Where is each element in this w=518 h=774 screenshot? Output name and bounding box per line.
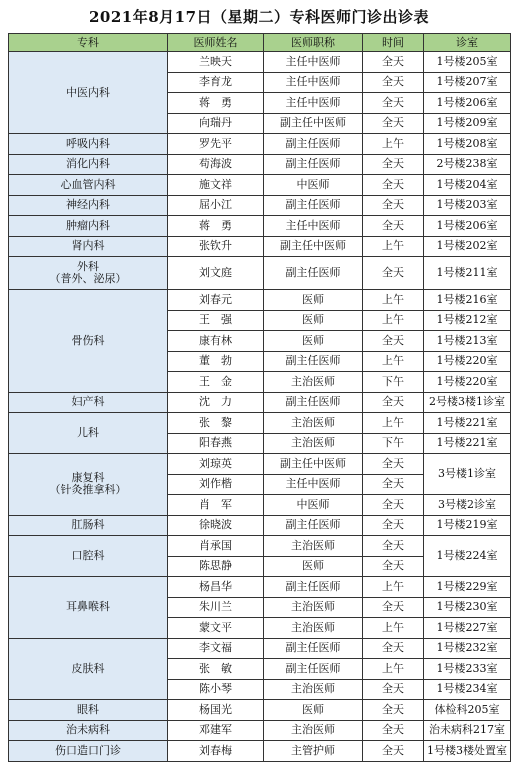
doctor-title-cell: 主任中医师	[264, 72, 363, 93]
doctor-title-cell: 副主任医师	[264, 577, 363, 598]
clinic-room-cell: 1号楼209室	[424, 113, 511, 134]
doctor-title-cell: 主治医师	[264, 413, 363, 434]
clinic-room-cell: 1号楼206室	[424, 93, 511, 114]
doctor-name-cell: 陈思静	[168, 556, 264, 577]
table-row	[9, 454, 511, 475]
session-time-cell: 全天	[363, 679, 424, 700]
clinic-room-cell: 1号楼229室	[424, 577, 511, 598]
department-subtitle: （普外、泌尿）	[49, 272, 127, 285]
doctor-title-cell: 副主任中医师	[264, 236, 363, 257]
department-cell	[9, 515, 168, 536]
header-room: 诊室	[424, 34, 511, 52]
table-row	[9, 413, 511, 434]
clinic-room-cell: 1号楼232室	[424, 638, 511, 659]
doctor-name-cell: 张钦升	[168, 236, 264, 257]
session-time-cell: 全天	[363, 154, 424, 175]
table-row	[9, 392, 511, 413]
session-time-cell: 下午	[363, 372, 424, 393]
department-name: 口腔科	[71, 549, 105, 562]
clinic-room-cell: 1号楼208室	[424, 134, 511, 155]
doctor-title-cell: 主治医师	[264, 679, 363, 700]
session-time-cell: 上午	[363, 310, 424, 331]
clinic-room-cell: 1号楼224室	[424, 536, 511, 577]
header-time: 时间	[363, 34, 424, 52]
department-cell	[9, 175, 168, 196]
doctor-name-cell: 阳春燕	[168, 433, 264, 454]
doctor-title-cell: 副主任医师	[264, 154, 363, 175]
doctor-title-cell: 医师	[264, 310, 363, 331]
doctor-name-cell: 杨国光	[168, 700, 264, 721]
clinic-room-cell: 1号楼206室	[424, 216, 511, 237]
clinic-room-cell: 1号楼221室	[424, 413, 511, 434]
doctor-title-cell: 主治医师	[264, 720, 363, 741]
doctor-name-cell: 施文祥	[168, 175, 264, 196]
clinic-room-cell: 1号楼233室	[424, 659, 511, 680]
doctor-title-cell: 副主任医师	[264, 515, 363, 536]
department-name: 妇产科	[71, 395, 105, 409]
department-name: 消化内科	[66, 157, 110, 171]
department-cell	[9, 577, 168, 639]
department-name: 肾内科	[71, 239, 105, 253]
table-header-row	[9, 34, 511, 52]
department-name: 肛肠科	[71, 518, 105, 532]
department-cell	[9, 290, 168, 393]
department-cell	[9, 257, 168, 290]
session-time-cell: 全天	[363, 93, 424, 114]
department-cell	[9, 454, 168, 516]
department-cell	[9, 52, 168, 134]
doctor-title-cell: 医师	[264, 700, 363, 721]
clinic-room-cell: 1号楼220室	[424, 372, 511, 393]
clinic-room-cell: 1号楼216室	[424, 290, 511, 311]
clinic-room-cell: 3号楼1诊室	[424, 454, 511, 495]
department-cell	[9, 195, 168, 216]
session-time-cell: 全天	[363, 741, 424, 762]
doctor-name-cell: 蒋 勇	[168, 216, 264, 237]
session-time-cell: 全天	[363, 257, 424, 290]
doctor-name-cell: 李育龙	[168, 72, 264, 93]
department-cell	[9, 536, 168, 577]
doctor-title-cell: 中医师	[264, 175, 363, 196]
clinic-room-cell: 1号楼3楼处置室	[424, 741, 511, 762]
doctor-title-cell: 副主任中医师	[264, 454, 363, 475]
doctor-name-cell: 肖承国	[168, 536, 264, 557]
department-cell	[9, 236, 168, 257]
department-name: 心血管内科	[60, 177, 116, 191]
doctor-title-cell: 副主任中医师	[264, 113, 363, 134]
table-row	[9, 236, 511, 257]
department-cell	[9, 720, 168, 741]
doctor-name-cell: 杨昌华	[168, 577, 264, 598]
schedule-table	[8, 33, 511, 762]
doctor-title-cell: 主治医师	[264, 372, 363, 393]
table-row	[9, 741, 511, 762]
department-name: 耳鼻喉科	[66, 600, 110, 614]
department-name: 外科	[77, 260, 99, 273]
clinic-room-cell: 1号楼234室	[424, 679, 511, 700]
table-row	[9, 290, 511, 311]
clinic-room-cell: 3号楼2诊室	[424, 495, 511, 516]
department-name: 骨伤科	[71, 333, 105, 347]
clinic-room-cell: 体检科205室	[424, 700, 511, 721]
doctor-title-cell: 副主任医师	[264, 659, 363, 680]
session-time-cell: 全天	[363, 52, 424, 73]
doctor-name-cell: 刘作楷	[168, 474, 264, 495]
table-row	[9, 175, 511, 196]
session-time-cell: 全天	[363, 495, 424, 516]
header-dept: 专科	[9, 34, 168, 52]
department-name: 肿瘤内科	[66, 218, 110, 232]
clinic-room-cell: 1号楼207室	[424, 72, 511, 93]
session-time-cell: 上午	[363, 134, 424, 155]
doctor-title-cell: 主任中医师	[264, 52, 363, 73]
doctor-title-cell: 主任中医师	[264, 216, 363, 237]
doctor-name-cell: 蒋 勇	[168, 93, 264, 114]
doctor-name-cell: 刘春梅	[168, 741, 264, 762]
doctor-name-cell: 刘文庭	[168, 257, 264, 290]
clinic-room-cell: 1号楼212室	[424, 310, 511, 331]
session-time-cell: 上午	[363, 236, 424, 257]
department-name: 呼吸内科	[66, 136, 110, 150]
session-time-cell: 全天	[363, 216, 424, 237]
clinic-room-cell: 1号楼204室	[424, 175, 511, 196]
doctor-title-cell: 副主任医师	[264, 638, 363, 659]
doctor-name-cell: 王 金	[168, 372, 264, 393]
department-cell	[9, 638, 168, 700]
table-row	[9, 515, 511, 536]
department-name: 治未病科	[66, 723, 110, 737]
doctor-title-cell: 医师	[264, 556, 363, 577]
doctor-title-cell: 主任中医师	[264, 93, 363, 114]
department-name: 伤口造口门诊	[55, 743, 121, 757]
department-cell	[9, 741, 168, 762]
doctor-name-cell: 陈小琴	[168, 679, 264, 700]
clinic-room-cell: 1号楼205室	[424, 52, 511, 73]
doctor-title-cell: 副主任医师	[264, 257, 363, 290]
doctor-name-cell: 蒙文平	[168, 618, 264, 639]
table-row	[9, 257, 511, 290]
doctor-name-cell: 屈小江	[168, 195, 264, 216]
doctor-title-cell: 主治医师	[264, 597, 363, 618]
doctor-title-cell: 主治医师	[264, 433, 363, 454]
session-time-cell: 全天	[363, 331, 424, 352]
doctor-name-cell: 李文福	[168, 638, 264, 659]
department-name: 眼科	[77, 702, 99, 716]
table-row	[9, 536, 511, 557]
department-cell	[9, 216, 168, 237]
clinic-room-cell: 1号楼221室	[424, 433, 511, 454]
clinic-room-cell: 2号楼3楼1诊室	[424, 392, 511, 413]
session-time-cell: 全天	[363, 454, 424, 475]
session-time-cell: 全天	[363, 536, 424, 557]
table-row	[9, 720, 511, 741]
doctor-name-cell: 肖 军	[168, 495, 264, 516]
doctor-name-cell: 刘琼英	[168, 454, 264, 475]
doctor-name-cell: 罗先平	[168, 134, 264, 155]
session-time-cell: 上午	[363, 290, 424, 311]
table-row	[9, 134, 511, 155]
table-row	[9, 154, 511, 175]
doctor-title-cell: 副主任医师	[264, 392, 363, 413]
clinic-room-cell: 2号楼238室	[424, 154, 511, 175]
session-time-cell: 全天	[363, 556, 424, 577]
page-title: 2021年8月17日（星期二）专科医师门诊出诊表	[88, 8, 430, 26]
table-row	[9, 638, 511, 659]
clinic-room-cell: 1号楼203室	[424, 195, 511, 216]
department-name: 神经内科	[66, 198, 110, 212]
department-name: 皮肤科	[71, 661, 105, 675]
session-time-cell: 上午	[363, 577, 424, 598]
doctor-title-cell: 副主任医师	[264, 351, 363, 372]
doctor-name-cell: 刘春元	[168, 290, 264, 311]
doctor-name-cell: 苟海波	[168, 154, 264, 175]
session-time-cell: 全天	[363, 515, 424, 536]
session-time-cell: 全天	[363, 720, 424, 741]
doctor-title-cell: 中医师	[264, 495, 363, 516]
department-name: 儿科	[77, 426, 99, 439]
doctor-title-cell: 副主任医师	[264, 134, 363, 155]
session-time-cell: 全天	[363, 700, 424, 721]
header-rank: 医师职称	[264, 34, 363, 52]
doctor-title-cell: 医师	[264, 290, 363, 311]
doctor-name-cell: 向瑞丹	[168, 113, 264, 134]
doctor-title-cell: 副主任医师	[264, 195, 363, 216]
clinic-room-cell: 治未病科217室	[424, 720, 511, 741]
department-subtitle: （针灸推拿科）	[49, 483, 127, 497]
table-row	[9, 216, 511, 237]
doctor-title-cell: 主管护师	[264, 741, 363, 762]
session-time-cell: 上午	[363, 351, 424, 372]
clinic-room-cell: 1号楼227室	[424, 618, 511, 639]
session-time-cell: 上午	[363, 659, 424, 680]
department-name: 康复科	[71, 471, 105, 485]
doctor-title-cell: 主治医师	[264, 536, 363, 557]
clinic-room-cell: 1号楼220室	[424, 351, 511, 372]
clinic-room-cell: 1号楼219室	[424, 515, 511, 536]
doctor-name-cell: 邓建军	[168, 720, 264, 741]
doctor-title-cell: 医师	[264, 331, 363, 352]
department-cell	[9, 392, 168, 413]
session-time-cell: 全天	[363, 72, 424, 93]
doctor-name-cell: 兰映天	[168, 52, 264, 73]
session-time-cell: 下午	[363, 433, 424, 454]
session-time-cell: 上午	[363, 618, 424, 639]
session-time-cell: 上午	[363, 413, 424, 434]
doctor-name-cell: 朱川兰	[168, 597, 264, 618]
clinic-room-cell: 1号楼211室	[424, 257, 511, 290]
clinic-room-cell: 1号楼213室	[424, 331, 511, 352]
table-row	[9, 52, 511, 73]
department-name: 中医内科	[66, 85, 110, 99]
doctor-name-cell: 董 勃	[168, 351, 264, 372]
schedule-body	[9, 52, 511, 762]
doctor-name-cell: 沈 力	[168, 392, 264, 413]
doctor-name-cell: 徐晓波	[168, 515, 264, 536]
clinic-room-cell: 1号楼202室	[424, 236, 511, 257]
session-time-cell: 全天	[363, 195, 424, 216]
doctor-name-cell: 张 黎	[168, 413, 264, 434]
session-time-cell: 全天	[363, 597, 424, 618]
doctor-title-cell: 主任中医师	[264, 474, 363, 495]
department-cell	[9, 154, 168, 175]
table-row	[9, 700, 511, 721]
doctor-title-cell: 主治医师	[264, 618, 363, 639]
department-cell	[9, 413, 168, 454]
department-cell	[9, 700, 168, 721]
clinic-room-cell: 1号楼230室	[424, 597, 511, 618]
table-row	[9, 195, 511, 216]
session-time-cell: 全天	[363, 638, 424, 659]
table-row	[9, 577, 511, 598]
header-name: 医师姓名	[168, 34, 264, 52]
session-time-cell: 全天	[363, 113, 424, 134]
session-time-cell: 全天	[363, 392, 424, 413]
session-time-cell: 全天	[363, 474, 424, 495]
doctor-name-cell: 康有林	[168, 331, 264, 352]
department-cell	[9, 134, 168, 155]
doctor-name-cell: 张 敏	[168, 659, 264, 680]
doctor-name-cell: 王 强	[168, 310, 264, 331]
session-time-cell: 全天	[363, 175, 424, 196]
